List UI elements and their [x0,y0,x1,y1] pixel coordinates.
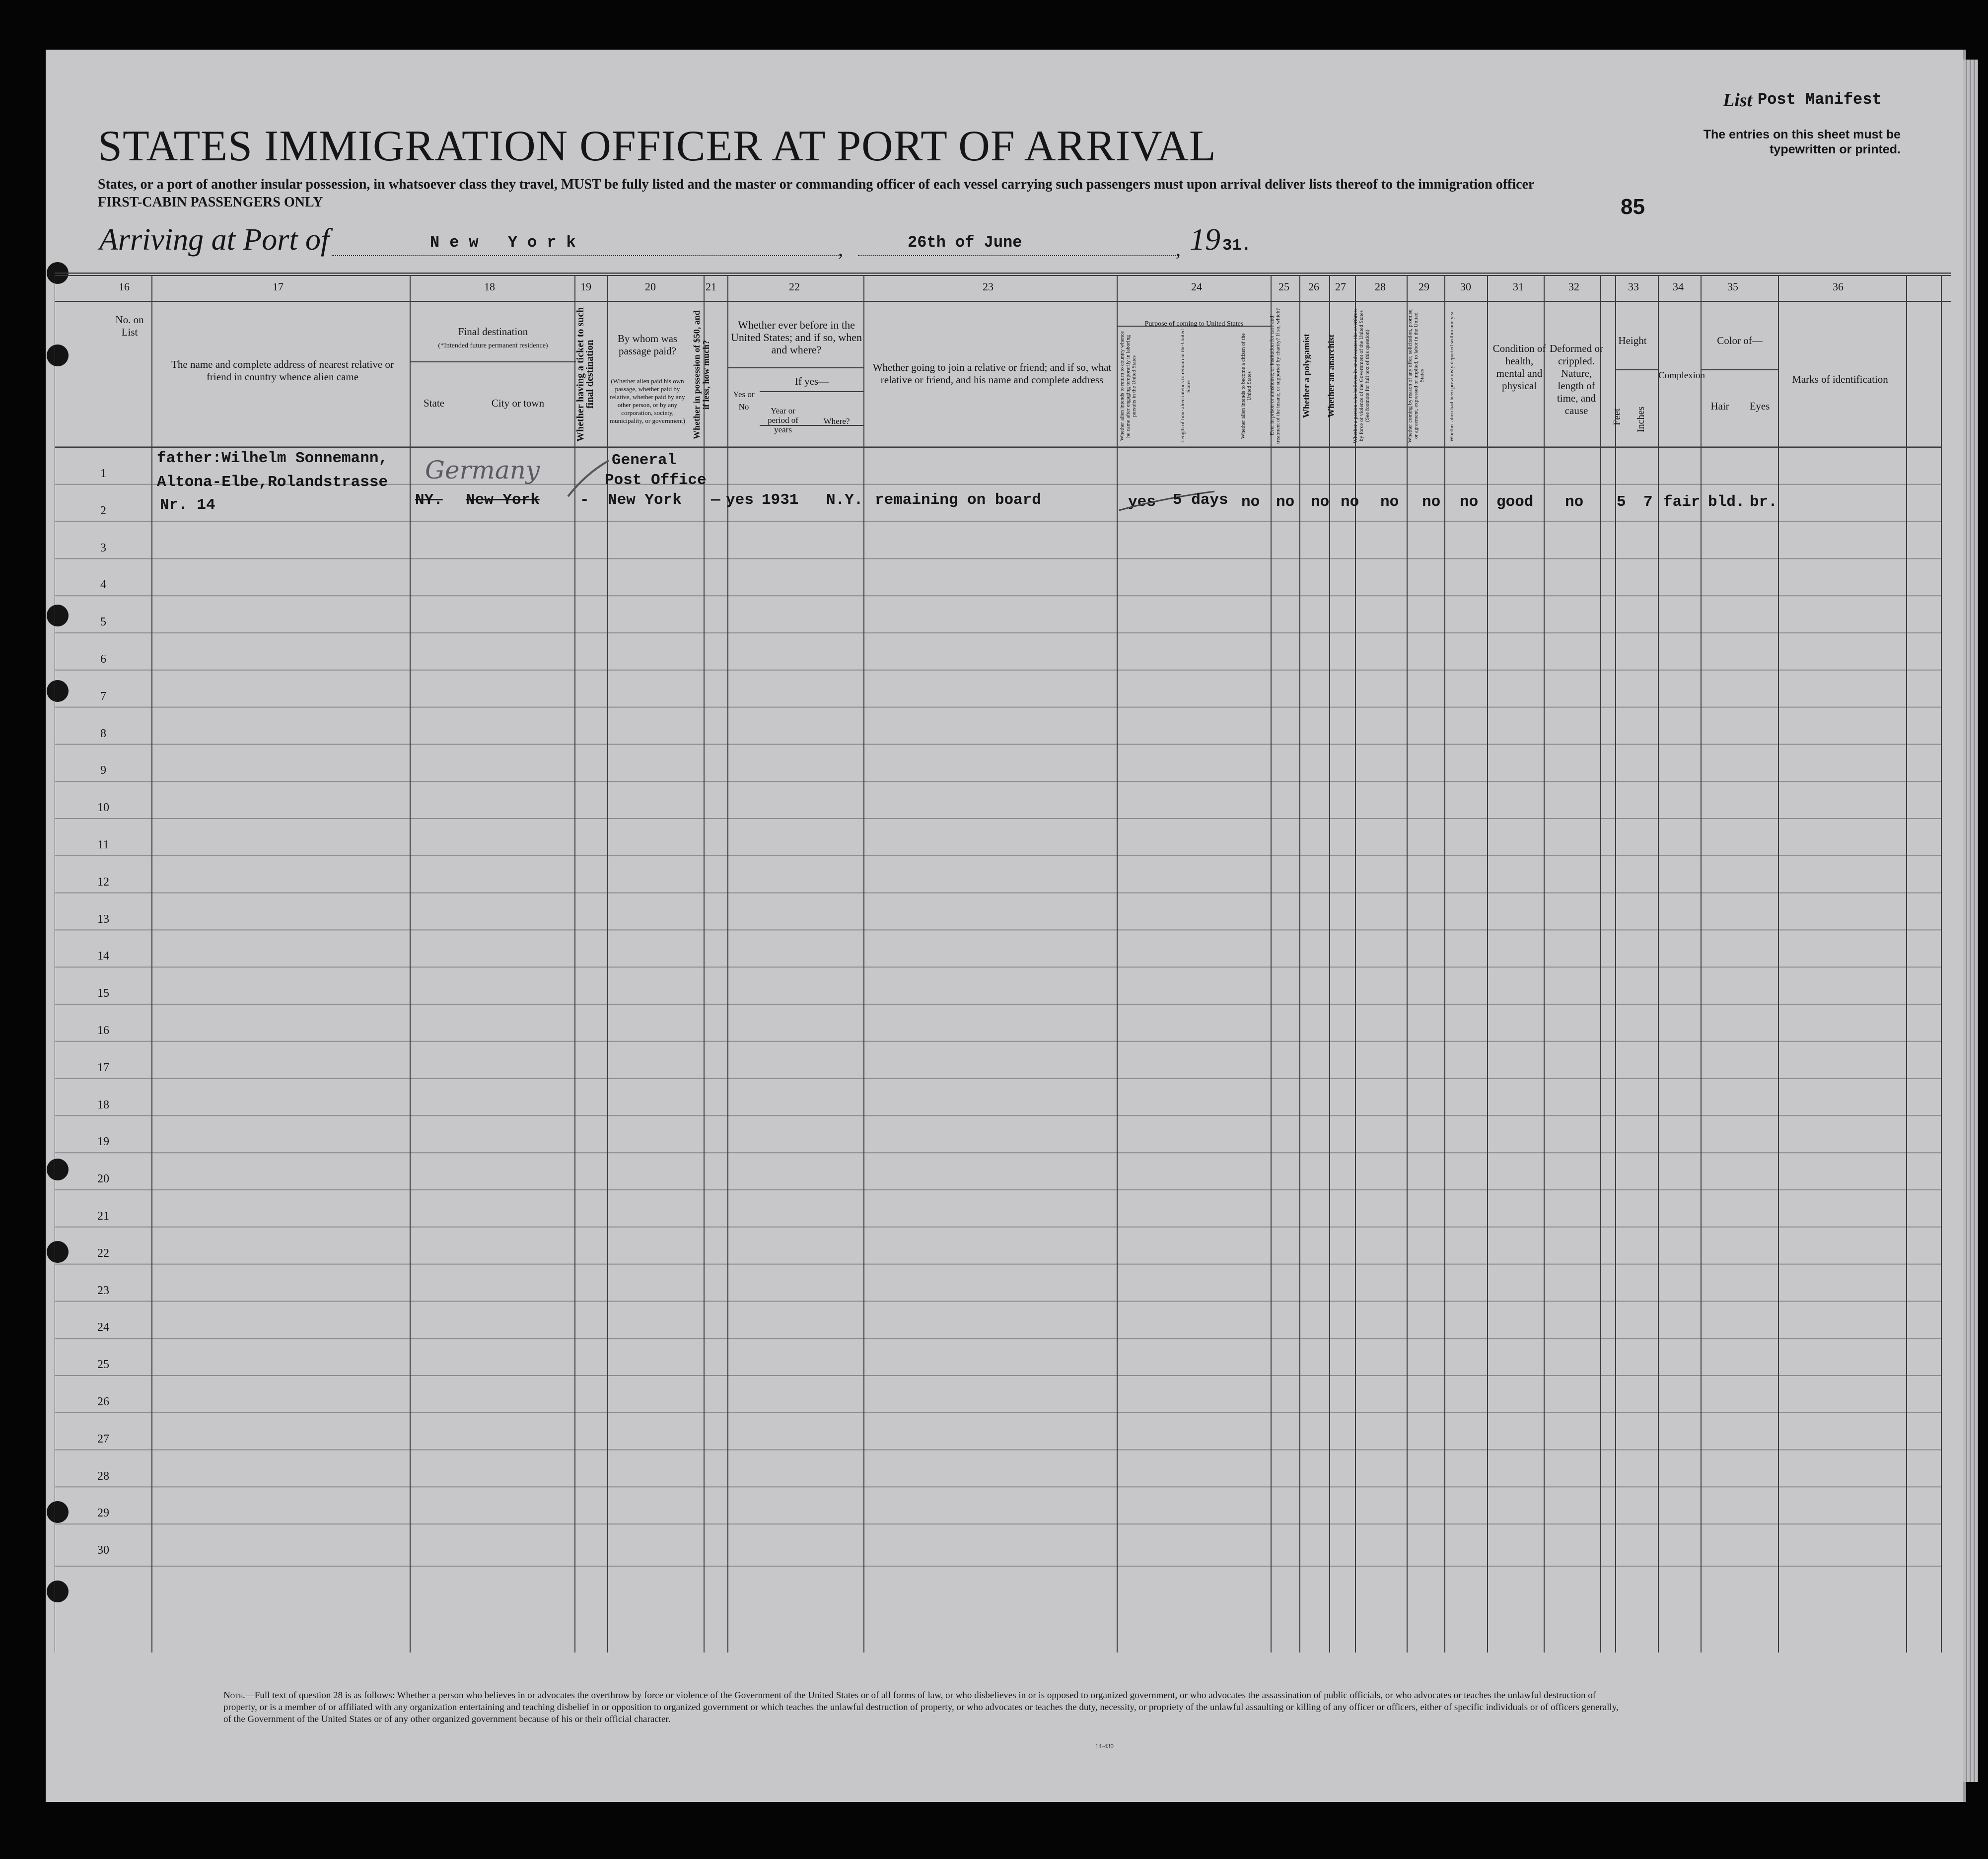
header-color-of: Color of— [1717,335,1763,346]
header-purpose-citizen: Whether alien intends to become a citizen of the United States [1240,333,1252,439]
row1-joining: remaining on board [875,491,1041,509]
header-q29: Whether coming by reason of any offer, solicitation, promise, or agreement, expressed or implied, to labor in the United States [1407,308,1425,443]
row1-q30: no [1460,493,1479,511]
list-label: List [1723,90,1753,111]
column-number: 27 [1335,280,1346,293]
column-number: 29 [1419,280,1429,293]
header-polygamist: Whether a polygamist [1301,334,1311,418]
column-number: 33 [1628,280,1639,293]
header-prison: Ever in prison or almshouse, or institution for care and treatment of the insane, or supported by charity? If so, which? [1269,308,1281,444]
row-number: 28 [97,1469,109,1483]
typewritten-note: The entries on this sheet must be typewritten or printed. [1703,128,1901,156]
header-year-period: Year or period of years [768,406,798,434]
column-number: 16 [119,280,130,293]
row-number: 7 [100,689,106,703]
header-complexion: Complexion [1658,370,1705,381]
header-health: Condition of health, mental and physical [1492,343,1546,392]
row-number: 19 [97,1135,109,1149]
column-number: 30 [1460,280,1471,293]
row-number: 14 [97,950,109,963]
column-number: 23 [983,280,994,293]
row-number: 23 [97,1284,109,1297]
row1-paid-line1: General [612,452,677,469]
row-number: 9 [100,764,106,777]
row1-paid-line2: Post Office [605,472,707,489]
list-value: Post Manifest [1758,90,1882,109]
header-intended-residence: (*Intended future permanent residence) [438,342,548,349]
row-number: 24 [97,1321,109,1334]
date-line [858,255,1176,256]
port-value: New York [430,233,586,252]
header-passage-note: (Whether alien paid his own passage, whether paid by relative, whether paid by any other person, or by any corporation, society, municipality, or government) [610,377,685,424]
row1-hair: bld. [1708,493,1745,511]
row1-relative-line3: Nr. 14 [160,496,215,514]
column-number: 31 [1513,280,1524,293]
row-number: 2 [100,504,106,517]
row1-feet: 5 [1617,493,1626,511]
column-number: 36 [1833,280,1844,293]
form-subtitle: States, or a port of another insular possession, in whatsoever class they travel, MUST be fully listed and the master or commanding officer of each vessel carrying such passengers must upon arrival deliver lists thereof to the immigration officer [98,177,1535,192]
row1-deformed: no [1565,493,1584,511]
column-number: 34 [1673,280,1684,293]
row1-anarchist: no [1341,493,1359,511]
header-q30: Whether alien had been previously deported within one year [1449,310,1455,442]
row-number: 1 [100,467,106,480]
stacked-page-edges [1963,60,1978,1782]
row-number: 11 [97,838,109,851]
column-number: 19 [580,280,591,293]
header-height: Height [1618,335,1647,346]
column-number: 18 [484,280,495,293]
row1-ever-yes: yes [726,491,754,509]
column-number: 35 [1727,280,1738,293]
row-number: 29 [97,1507,109,1520]
header-eyes: Eyes [1749,400,1770,412]
row1-polygamist: no [1311,493,1330,511]
row-number: 25 [97,1358,109,1372]
year-prefix: 19 [1190,223,1220,257]
header-relative-address: The name and complete address of nearest relative or friend in country whence alien came [171,358,394,383]
header-ever-before: Whether ever before in the United States; and if so, when and where? [731,319,862,356]
header-city: City or town [491,397,545,409]
row1-complexion: fair [1663,493,1701,511]
row-number: 5 [100,616,106,629]
header-state: State [424,397,444,409]
row1-where: N.Y. [826,491,863,509]
row-number: 4 [100,578,106,592]
column-number: 21 [706,280,716,293]
row1-money: — [711,491,720,509]
header-deformed: Deformed or crippled. Nature, length of time, and cause [1550,343,1603,416]
row-number: 17 [97,1061,109,1074]
row1-q28: no [1380,493,1399,511]
header-inches: Inches [1635,406,1646,433]
row-number: 30 [97,1544,109,1557]
port-line [332,255,842,256]
header-joining-relative: Whether going to join a relative or friend; and if so, what relative or friend, and his name and complete address [872,361,1112,386]
header-final-destination: Final destination [458,326,528,338]
column-number: 32 [1568,280,1579,293]
column-number: 25 [1278,280,1289,293]
column-number: 26 [1308,280,1319,293]
header-where: Where? [823,416,850,426]
row1-relative-line2: Altona-Elbe,Rolandstrasse [157,474,388,491]
header-hair: Hair [1710,400,1729,412]
row-number: 27 [97,1432,109,1446]
year-suffix: 31. [1222,236,1251,255]
row1-prison: no [1276,493,1295,511]
row-number: 20 [97,1172,109,1186]
page-number: 85 [1621,195,1645,219]
header-if-yes: If yes— [794,375,829,387]
row1-inches: 7 [1643,493,1653,511]
header-yes-or-no: Yes or No [733,390,755,412]
header-purpose-return: Whether alien intends to return to country whence he came after engaging temporarily in laboring pursuits in the United States [1119,331,1137,441]
header-q28: Whether a person who believes in or advocates the overthrow by force or violence of the Government of the United States (See footnote for full text of this question) [1352,308,1370,443]
column-number: 28 [1375,280,1386,293]
row-number: 18 [97,1098,109,1111]
row-number: 6 [100,653,106,666]
row1-citizen: no [1241,493,1260,511]
comma-1: , [838,238,843,260]
row-number: 10 [97,801,109,815]
row1-year: 1931 [762,491,799,509]
row1-ticket: - [580,491,589,509]
row1-health: good [1496,493,1534,511]
header-purpose-length: Length of time alien intends to remain in the United States [1180,329,1192,443]
row1-state: NY. [415,491,443,509]
comma-2: , [1176,238,1181,260]
row1-purpose-return: yes [1128,493,1156,511]
column-number: 22 [789,280,800,293]
row1-eyes: br. [1750,493,1777,511]
column-number: 20 [645,280,656,293]
header-ticket: Whether having a ticket to such final destination [575,307,595,442]
row1-paid-line3: New York [608,491,682,509]
header-possession-50: Whether in possession of $50, and if less, how much? [692,310,711,439]
row-number: 12 [97,875,109,889]
row-number: 8 [100,727,106,740]
header-feet: Feet [1612,408,1623,426]
header-no-on-list: No. on List [115,314,144,338]
row1-city: New York [466,491,540,509]
footnote-label: Note. [223,1690,245,1701]
header-purpose: Purpose of coming to United States [1144,320,1244,328]
column-number: 24 [1191,280,1202,293]
header-passage-paid: By whom was passage paid? [617,333,678,357]
row-number: 3 [100,541,106,554]
row-number: 26 [97,1395,109,1408]
row1-handwritten-country: Germany [425,456,540,484]
header-anarchist: Whether an anarchist [1326,334,1336,417]
footnote-text: —Full text of question 28 is as follows: Whether a person who believes in or advocates the overthrow by force or violence of the Government of the United States or of all forms of law, or who disbelieves in or is opposed to organized government, or who advocates the assassination of public officials, or who advocates or teaches the unlawful destruction of property, or is a member of or affiliated with any organization entertaining and teaching disbelief in or opposition to organized government or which teaches the unlawful destruction of property, or who advocates or teaches the duty, necessity, or propriety of the unlawful assaulting or killing of any officer or officers, either of specific individuals or of officers generally, of the Government of the United States or of any other organized government because of his or their official character. [223,1690,1619,1724]
row1-relative-line1: father:Wilhelm Sonnemann, [157,450,388,467]
row1-q29: no [1422,493,1441,511]
footnote [223,1690,1629,1725]
row-number: 21 [97,1210,109,1223]
row-number: 15 [97,987,109,1000]
row1-length: 5 days [1173,491,1228,509]
row-number: 13 [97,912,109,926]
cabin-class-label: FIRST-CABIN PASSENGERS ONLY [98,195,323,210]
form-title: STATES IMMIGRATION OFFICER AT PORT OF ARRIVAL [98,122,1216,170]
column-number: 17 [273,280,284,293]
arriving-label: Arriving at Port of [99,223,330,257]
header-marks: Marks of identification [1792,373,1888,385]
date-value: 26th of June [908,233,1022,252]
form-number: 14-430 [1095,1742,1114,1750]
row-number: 22 [97,1246,109,1260]
row-number: 16 [97,1024,109,1037]
